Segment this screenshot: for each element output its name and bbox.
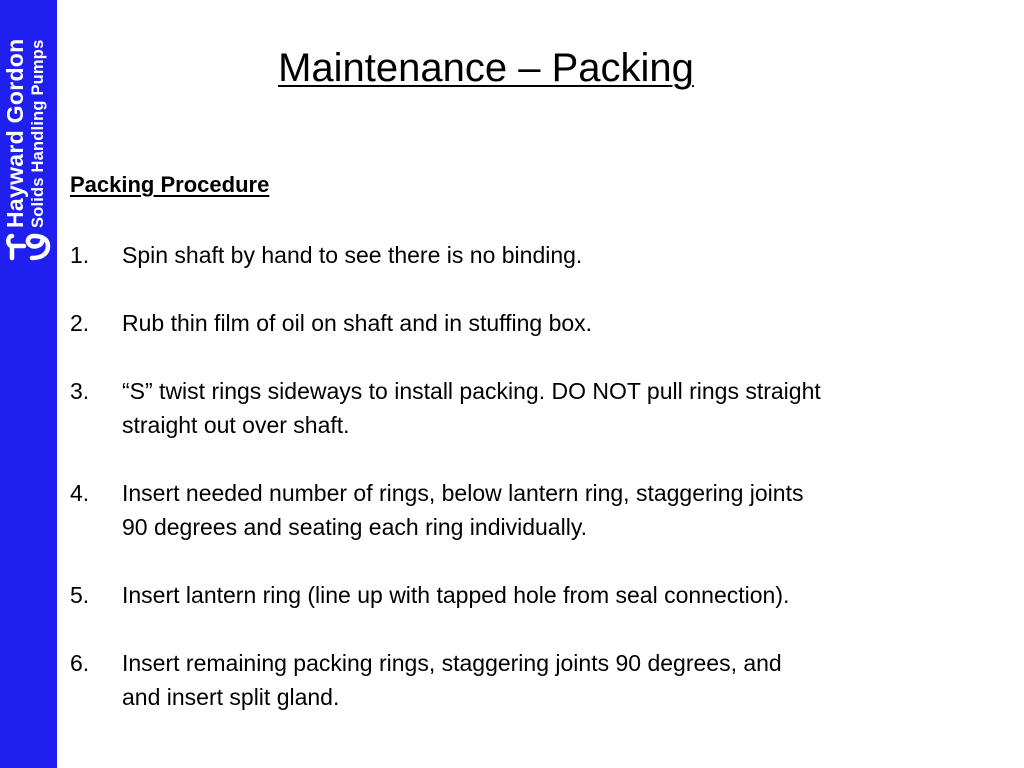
- page-title: Maintenance – Packing: [278, 46, 694, 90]
- steps-list: [70, 238, 1000, 714]
- step-number: 6.: [70, 650, 90, 676]
- step-text: Insert needed number of rings, below lantern ring, staggering joints: [122, 480, 804, 506]
- step-number: 4.: [70, 480, 90, 506]
- step-number: 2.: [70, 310, 90, 336]
- content: [70, 170, 1000, 714]
- step-number: 3.: [70, 378, 90, 404]
- step-item: [70, 374, 1000, 442]
- step-text: “S” twist rings sideways to install packing. DO NOT pull rings straight: [122, 378, 821, 404]
- hg-logo-icon: [4, 232, 54, 262]
- section-heading: Packing Procedure: [70, 172, 270, 197]
- step-text: Insert remaining packing rings, staggering joints 90 degrees, and: [122, 650, 782, 676]
- brand-block: [0, 0, 57, 265]
- step-number: 5.: [70, 582, 90, 608]
- step-item: [70, 238, 1000, 272]
- brand-text: [2, 0, 47, 228]
- step-text-continued: straight out over shaft.: [122, 412, 350, 438]
- brand-sidebar: [0, 0, 57, 768]
- step-item: [70, 306, 1000, 340]
- step-text-continued: and insert split gland.: [122, 684, 340, 710]
- step-number: 1.: [70, 242, 90, 268]
- step-item: [70, 646, 1000, 714]
- brand-tagline: Solids Handling Pumps: [29, 39, 47, 228]
- step-text: Spin shaft by hand to see there is no binding.: [122, 242, 583, 268]
- step-text: Rub thin film of oil on shaft and in stuffing box.: [122, 310, 593, 336]
- step-text: Insert lantern ring (line up with tapped hole from seal connection).: [122, 582, 790, 608]
- brand-name: Hayward Gordon: [2, 38, 28, 228]
- step-text-continued: 90 degrees and seating each ring individually.: [122, 514, 587, 540]
- step-item: [70, 578, 1000, 612]
- step-item: [70, 476, 1000, 544]
